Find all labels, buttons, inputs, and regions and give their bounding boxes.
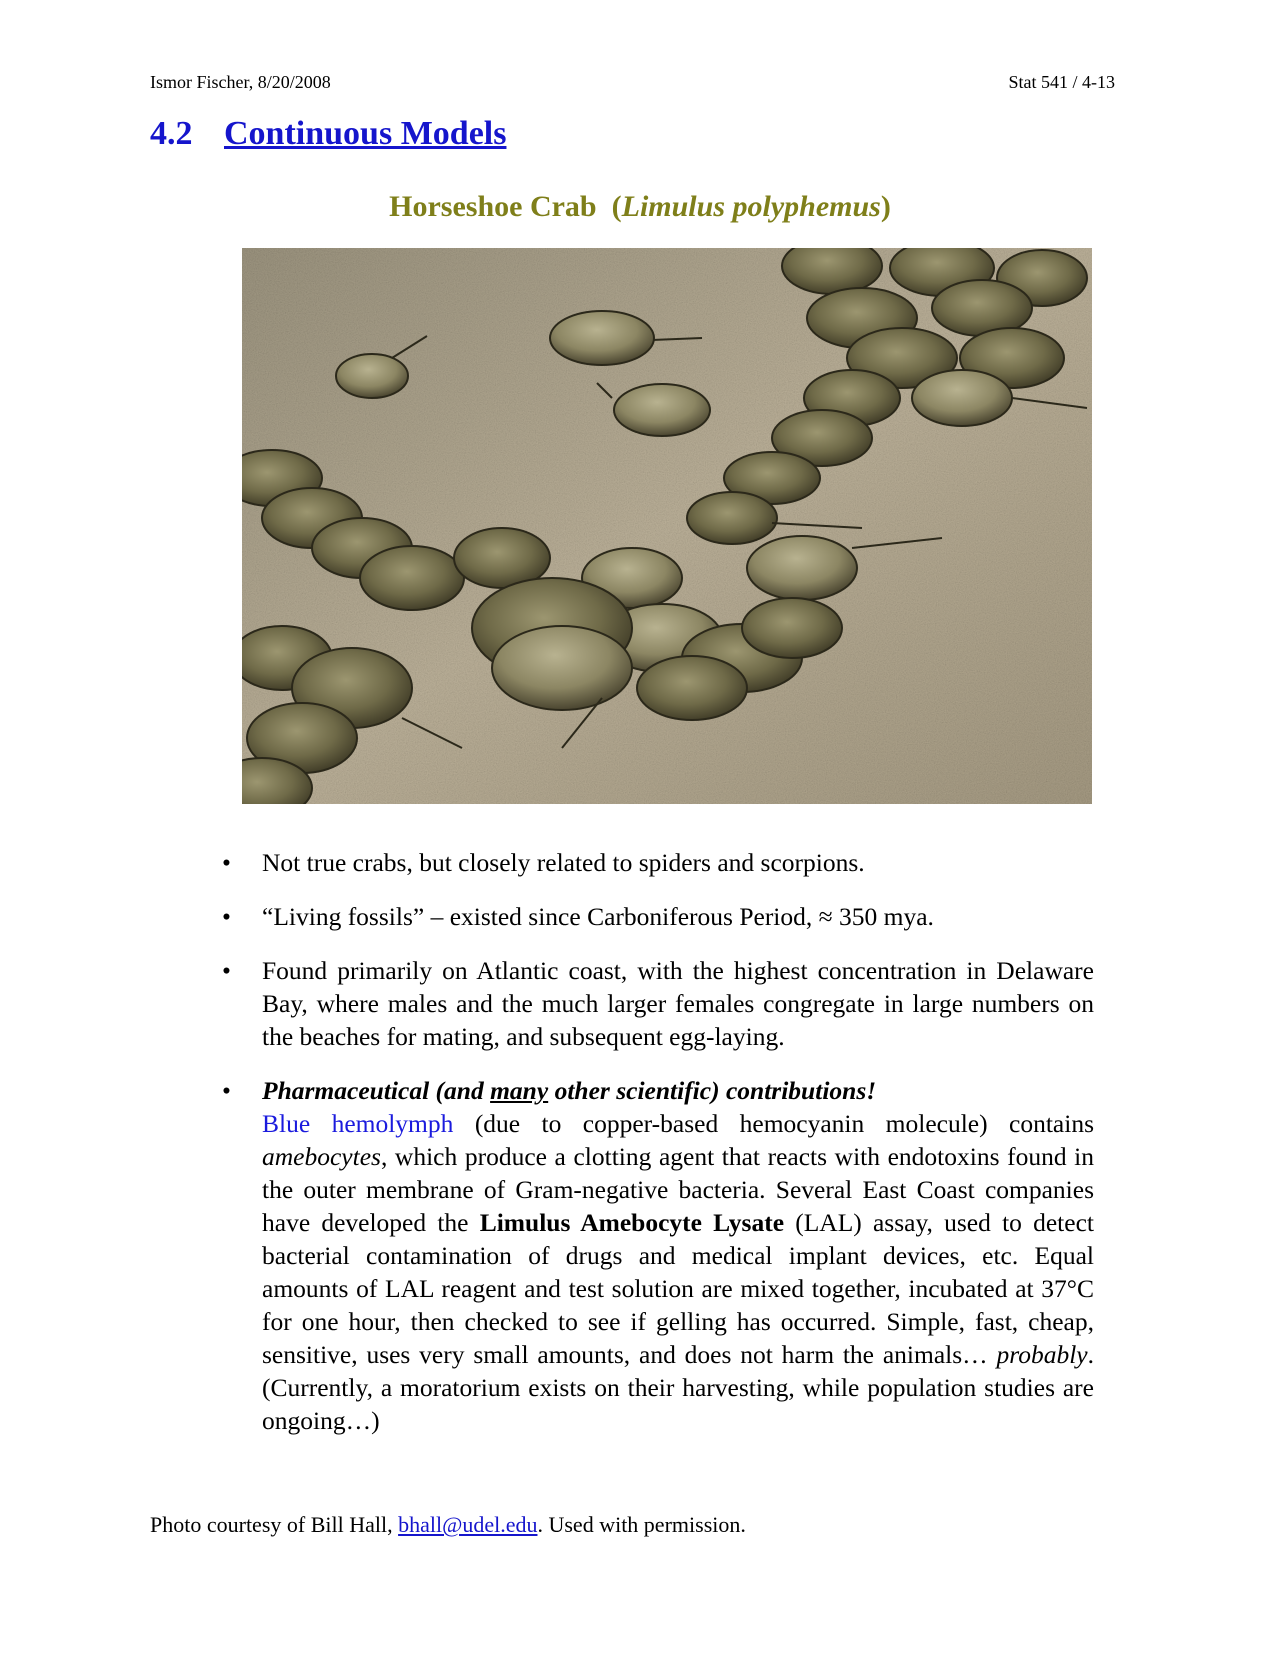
pharma-text-1: (due to copper-based hemocyanin molecule) contains xyxy=(453,1109,1095,1138)
subtitle-paren-close: ) xyxy=(880,190,891,223)
pharma-lead-part-a: Pharmaceutical (and xyxy=(262,1076,491,1105)
pharma-lead-many: many xyxy=(490,1076,549,1105)
fact-not-true-crabs: Not true crabs, but closely related to spiders and scorpions. xyxy=(262,848,865,877)
amebocytes-term: amebocytes xyxy=(262,1142,381,1171)
pharma-text-4: . (Currently, a moratorium exists on their harvesting, while population studies are ongoing…) xyxy=(262,1340,1094,1435)
credit-suffix: . Used with permission. xyxy=(537,1512,746,1537)
pharma-lead xyxy=(262,1076,876,1105)
list-item xyxy=(222,1074,1094,1437)
header-author-date: Ismor Fischer, 8/20/2008 xyxy=(150,72,331,92)
list-item xyxy=(222,900,1094,933)
header-page-number: Stat 541 / 4-13 xyxy=(1008,72,1115,92)
subtitle-latin-name: Limulus polyphemus xyxy=(621,190,881,223)
facts-list xyxy=(222,846,1094,1458)
probably-term: probably xyxy=(996,1340,1088,1369)
blue-hemolymph-text: Blue hemolymph xyxy=(262,1109,454,1138)
section-number: 4.2 xyxy=(150,115,193,152)
horseshoe-crab-photo xyxy=(242,248,1092,804)
pharma-text-3: (LAL) assay, used to detect bacterial contamination of drugs and medical implant devices, etc. Equal amounts of LAL reagent and test solution are mixed together, incubated at 37°C for one hour, then checked to see if gelling has occurred. Simple, fast, cheap, sensitive, uses very small amounts, and does not harm the animals… xyxy=(262,1208,1094,1369)
pharma-lead-part-b: other scientific) contributions! xyxy=(548,1076,877,1105)
photo-credit xyxy=(150,1512,746,1538)
section-heading xyxy=(150,115,506,153)
email-link[interactable]: bhall@udel.edu xyxy=(398,1512,538,1537)
list-item xyxy=(222,846,1094,879)
fact-habitat: Found primarily on Atlantic coast, with the highest concentration in Delaware Bay, where males and the much larger females congregate in large numbers on the beaches for mating, and subsequent egg-laying. xyxy=(262,956,1094,1051)
section-title-link[interactable]: Continuous Models xyxy=(224,115,507,152)
pharma-text-2: , which produce a clotting agent that reacts with endotoxins found in the outer membrane of Gram-negative bacteria. Several East Coast companies have developed the xyxy=(262,1142,1094,1237)
fact-living-fossils: “Living fossils” – existed since Carboniferous Period, ≈ 350 mya. xyxy=(262,902,934,931)
credit-prefix: Photo courtesy of Bill Hall, xyxy=(150,1512,399,1537)
subtitle-paren-open: ( xyxy=(611,190,622,223)
page-subtitle xyxy=(0,190,1280,224)
lal-term: Limulus Amebocyte Lysate xyxy=(479,1208,785,1237)
list-item xyxy=(222,954,1094,1053)
subtitle-common-name: Horseshoe Crab xyxy=(389,190,597,223)
